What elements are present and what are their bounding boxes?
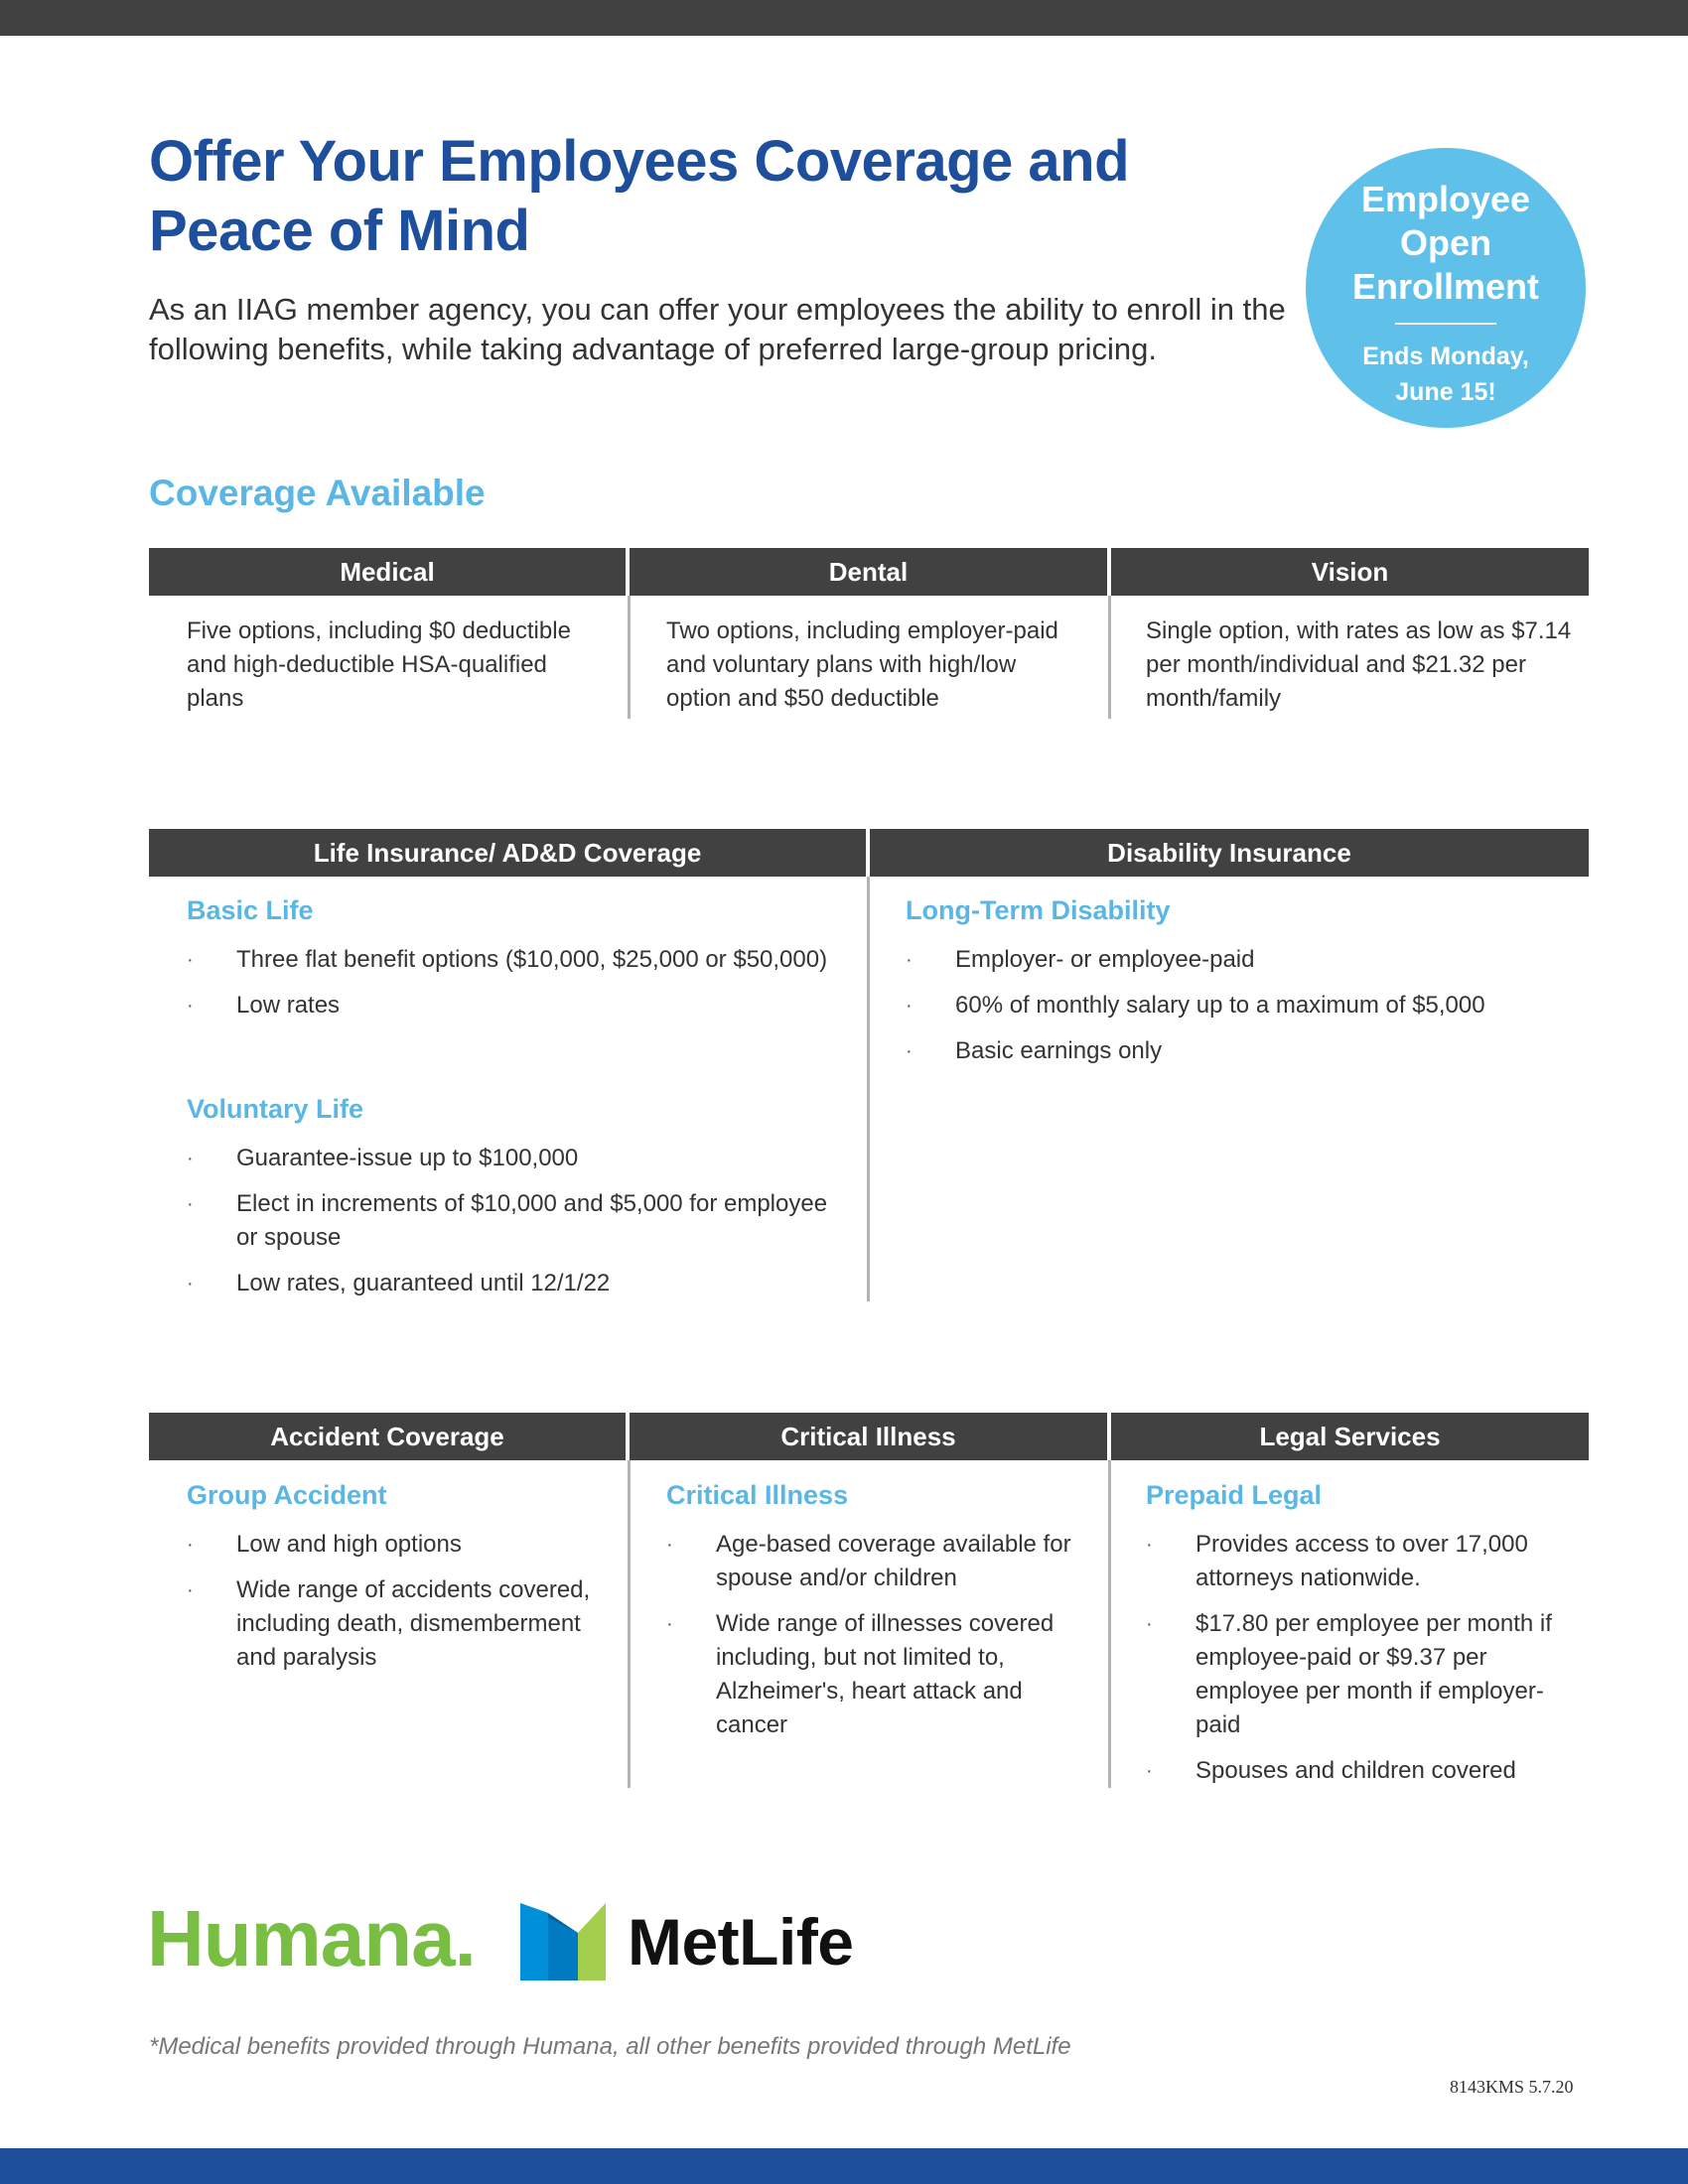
bullet-icon: ·	[666, 1613, 673, 1635]
voluntary-life-title: Voluntary Life	[187, 1094, 364, 1124]
bullet-icon: ·	[187, 1193, 194, 1215]
title-line-1: Offer Your Employees Coverage and	[149, 129, 1130, 194]
accident-list	[187, 1528, 604, 1687]
header-disability-insurance: Disability Insurance	[870, 829, 1589, 877]
critical-illness-title: Critical Illness	[666, 1480, 849, 1510]
column-divider	[628, 1460, 631, 1788]
footnote: *Medical benefits provided through Humana, all other benefits provided through MetLife	[149, 2033, 1071, 2060]
list-item: · Three flat benefit options ($10,000, $25,000 or $50,000)	[187, 943, 842, 977]
badge-deadline: Ends Monday, June 15!	[1362, 342, 1529, 406]
bullet-icon: ·	[187, 949, 194, 971]
list-item: · Employer- or employee-paid	[906, 943, 1571, 977]
title-line-2: Peace of Mind	[149, 199, 530, 263]
header-dental: Dental	[630, 548, 1107, 596]
list-item: · 60% of monthly salary up to a maximum of $5,000	[906, 989, 1571, 1023]
badge-divider	[1395, 323, 1496, 325]
badge-title: Employee Open Enrollment	[1351, 179, 1539, 307]
column-divider	[1108, 1460, 1111, 1788]
bullet-icon: ·	[906, 949, 913, 971]
vision-description: Single option, with rates as low as $7.14 per month/individual and $21.32 per month/family	[1146, 617, 1572, 712]
prepaid-legal-title: Prepaid Legal	[1146, 1480, 1323, 1510]
bullet-icon: ·	[187, 1148, 194, 1169]
document-code: 8143KMS 5.7.20	[1450, 2077, 1574, 2097]
metlife-logo	[520, 1903, 878, 1980]
voluntary-life-list	[187, 1142, 842, 1312]
list-item: · Wide range of illnesses covered including, but not limited to, Alzheimer's, heart attack and cancer	[666, 1607, 1083, 1742]
group-accident-title: Group Accident	[187, 1480, 387, 1510]
header-critical-illness: Critical Illness	[630, 1413, 1107, 1460]
humana-logo: Humana.	[147, 1894, 476, 1982]
list-item: · Spouses and children covered	[1146, 1754, 1563, 1788]
page-title	[149, 127, 1142, 266]
ltd-list	[906, 943, 1571, 1080]
enrollment-badge	[1306, 148, 1586, 428]
legal-list	[1146, 1528, 1563, 1800]
bullet-icon: ·	[187, 995, 194, 1017]
intro-paragraph: As an IIAG member agency, you can offer your employees the ability to enroll in the following benefits, while taking advantage of preferred large-group pricing.	[149, 292, 1286, 366]
bullet-icon: ·	[187, 1273, 194, 1295]
bullet-icon: ·	[187, 1534, 194, 1556]
list-item: · Elect in increments of $10,000 and $5,000 for employee or spouse	[187, 1187, 842, 1255]
list-item: · Age-based coverage available for spouse and/or children	[666, 1528, 1083, 1595]
bullet-icon: ·	[187, 1579, 194, 1601]
critical-illness-list	[666, 1528, 1083, 1754]
medical-description: Five options, including $0 deductible and high-deductible HSA-qualified plans	[187, 617, 571, 712]
list-item: · Wide range of accidents covered, including death, dismemberment and paralysis	[187, 1573, 604, 1675]
bullet-icon: ·	[1146, 1613, 1153, 1635]
basic-life-list	[187, 943, 842, 1034]
list-item: · Low rates, guaranteed until 12/1/22	[187, 1267, 842, 1300]
list-item: · Low rates	[187, 989, 842, 1023]
list-item: · Guarantee-issue up to $100,000	[187, 1142, 842, 1175]
header-accident-coverage: Accident Coverage	[149, 1413, 626, 1460]
bullet-icon: ·	[1146, 1534, 1153, 1556]
header-life-insurance: Life Insurance/ AD&D Coverage	[149, 829, 866, 877]
bullet-icon: ·	[666, 1534, 673, 1556]
bullet-icon: ·	[1146, 1760, 1153, 1782]
header-medical: Medical	[149, 548, 626, 596]
basic-life-title: Basic Life	[187, 895, 314, 925]
metlife-m-icon	[520, 1903, 606, 1980]
bottom-bar	[0, 2148, 1688, 2184]
list-item: · $17.80 per employee per month if employee-paid or $9.37 per employee per month if employer-paid	[1146, 1607, 1563, 1742]
column-divider	[1108, 596, 1111, 719]
bullet-icon: ·	[906, 995, 913, 1017]
list-item: · Low and high options	[187, 1528, 604, 1562]
top-bar	[0, 0, 1688, 36]
bullet-icon: ·	[906, 1040, 913, 1062]
list-item: · Provides access to over 17,000 attorneys nationwide.	[1146, 1528, 1563, 1595]
section-heading: Coverage Available	[149, 473, 486, 513]
metlife-wordmark: MetLife	[628, 1905, 854, 1979]
column-divider	[628, 596, 631, 719]
dental-description: Two options, including employer-paid and voluntary plans with high/low option and $50 deductible	[666, 617, 1058, 712]
header-vision: Vision	[1111, 548, 1589, 596]
ltd-title: Long-Term Disability	[906, 895, 1171, 925]
column-divider	[867, 877, 870, 1301]
list-item: · Basic earnings only	[906, 1034, 1571, 1068]
header-legal-services: Legal Services	[1111, 1413, 1589, 1460]
